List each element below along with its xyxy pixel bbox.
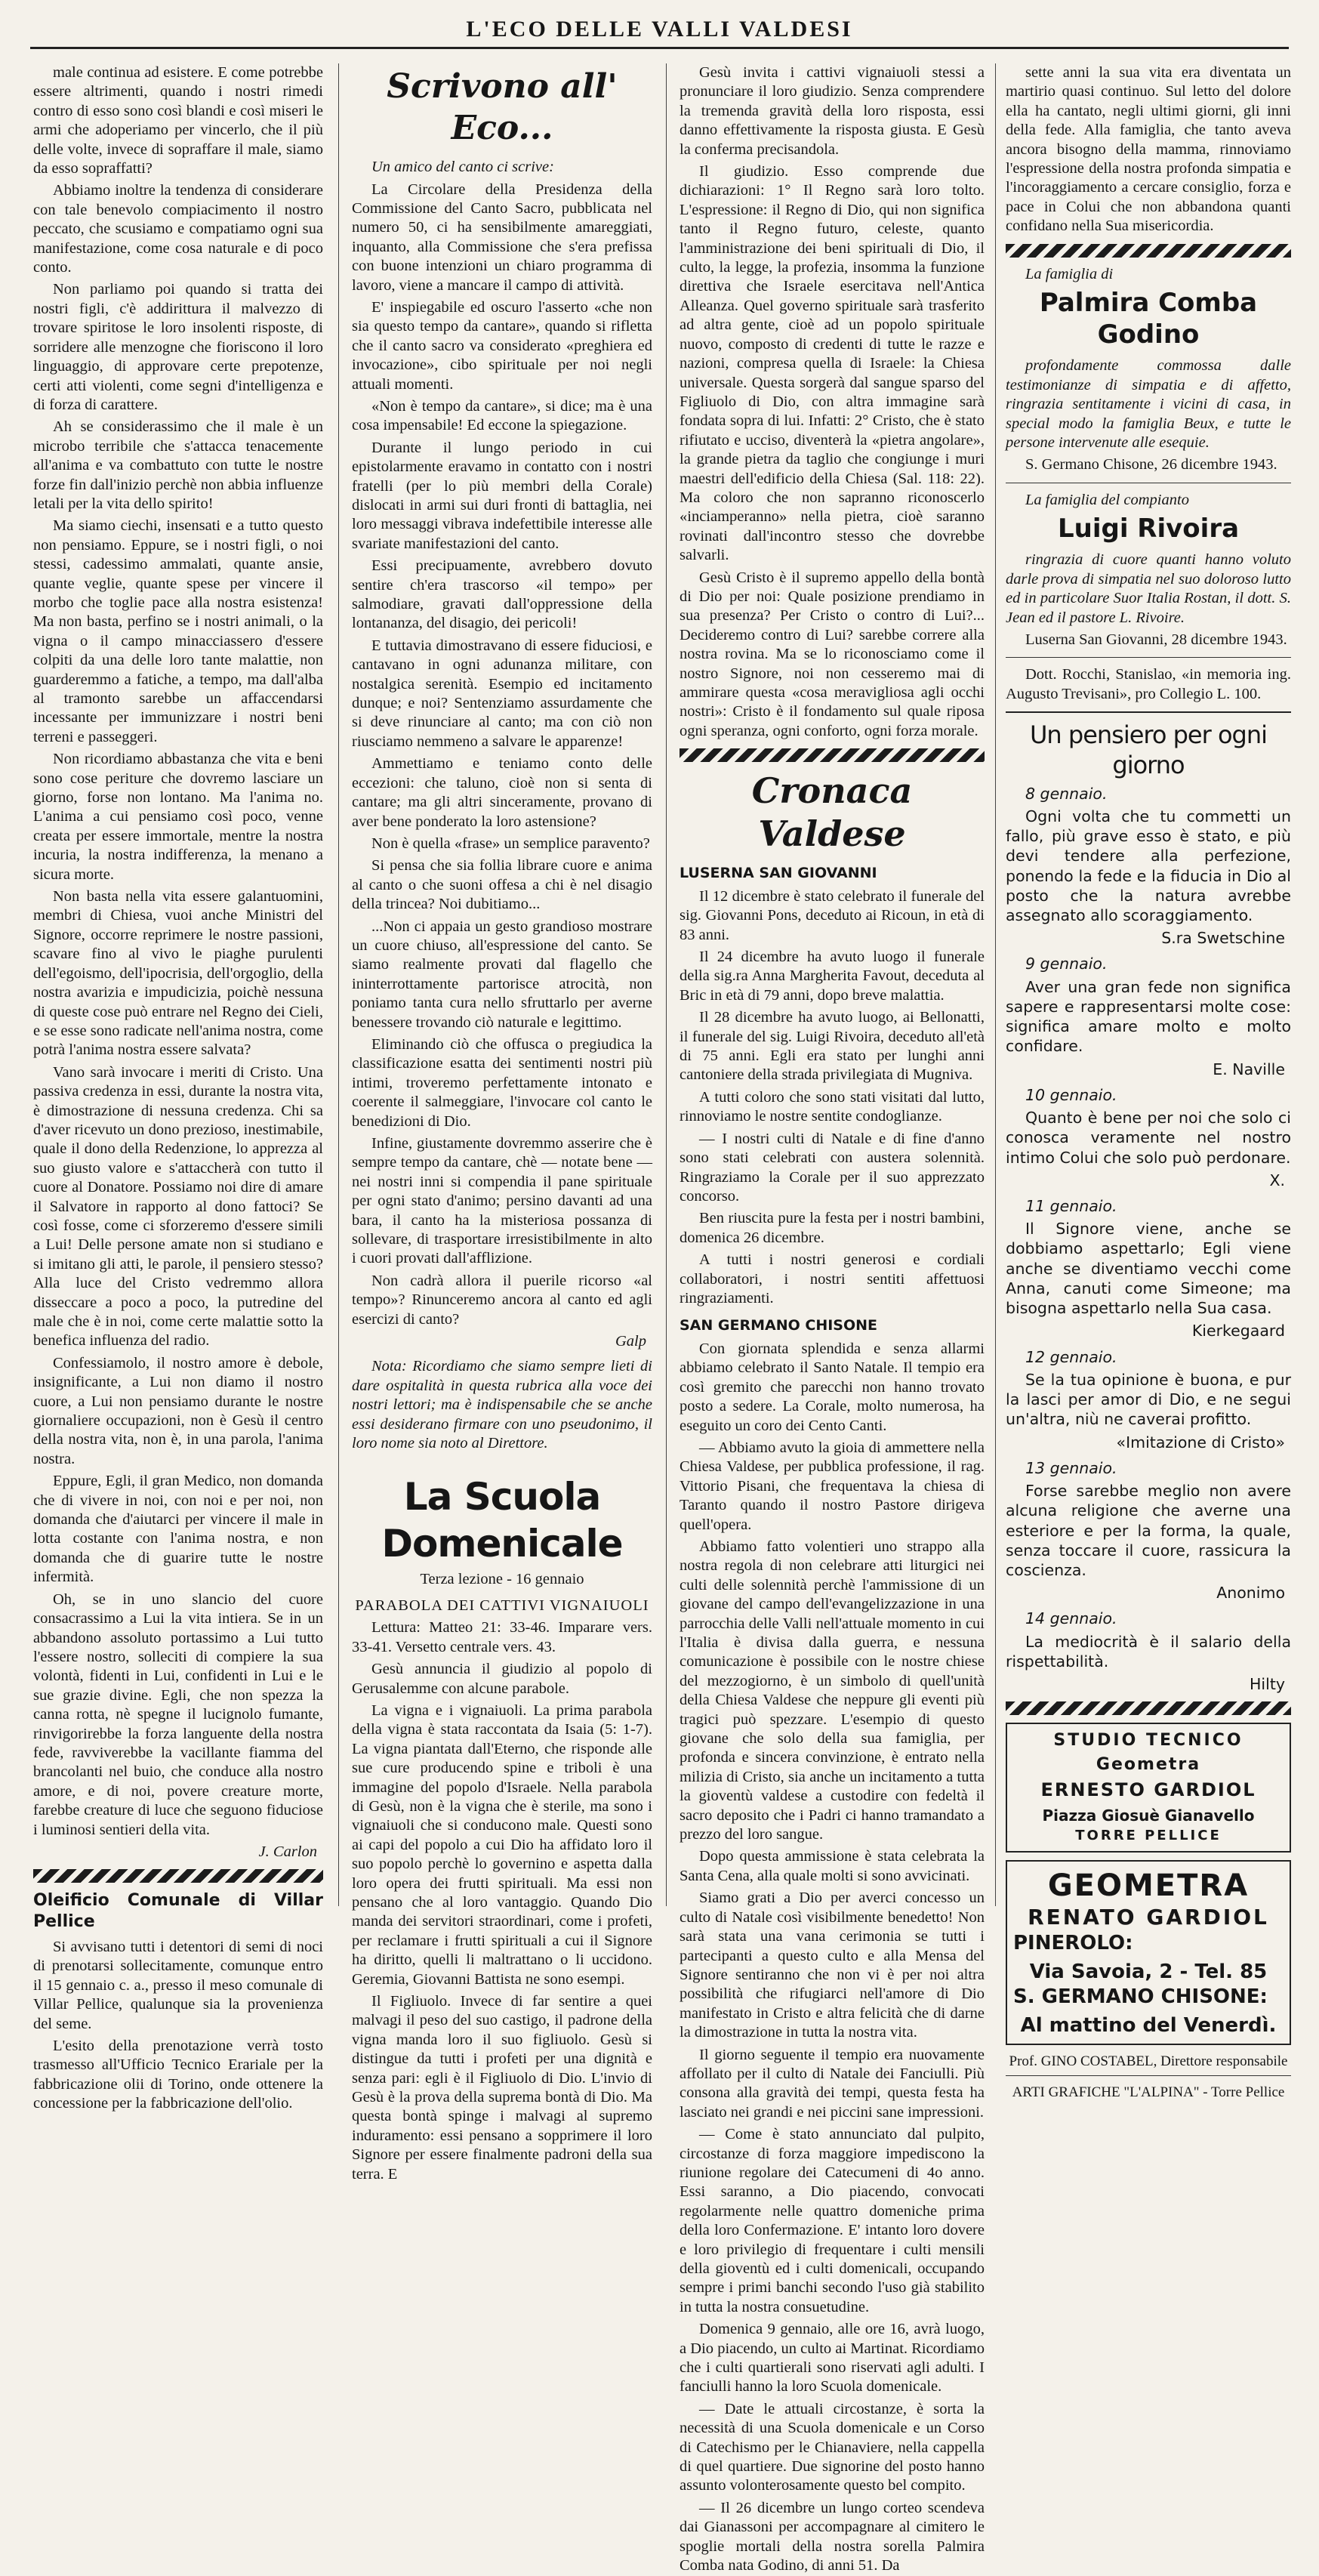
paragraph: La Circolare della Presidenza della Commissione del Canto Sacro, pubblicata nel numero 50, ci ha sensibilmente amareggiati, inquanto, alla Commissione che s'era prefissa con buone intenzioni un chiaro programma di lavoro, viene a mancare il campo di attività. [352,180,652,294]
column-1 [33,63,323,2112]
paragraph: Eppure, Egli, il gran Medico, non domanda che di vivere in noi, con noi e per noi, non domanda che d'aiutarci per vincere il male in lotta costante con l'anima nostra, e non domanda che di guarire tutte le nostre infermità. [33,1473,323,1586]
masthead: L'ECO DELLE VALLI VALDESI [30,17,1289,49]
paragraph: Confessiamolo, il nostro amore è debole, insignificante, a Lui non diamo il nostro cuore, a Lui non pensiamo durante le nostre giornaliere occupazioni, non è Gesù il centro della nostra vita, non è, in una parola, l'anima nostra. [33,1354,323,1467]
thought-text: La mediocrità è il salario della rispettabilità. [1006,1632,1291,1671]
paragraph: Il giorno seguente il tempio era nuovamente affollato per il culto di Natale dei Fanciulli. Più consona alla gravità dei tempi, questa festa ha lasciato nei grandi e nei piccini sane impressioni. [680,2046,985,2121]
paragraph: Vano sarà invocare i meriti di Cristo. Una passiva credenza in essi, durante la nostra vita, è dimostrazione di nessuna credenza. Chi sa d'aver ricevuto un dono prezioso, inestimabile, quale il dono della Redenzione, lo apprezza al suo giusto valore e s'attaccherà con tutto il cuore al Donatore. Possiamo noi dire di amare il Salvatore in rapporto al dono fattoci? Se così fosse, come ci sforzeremo d'essere simili a Lui! Delle persone amate non si studiano e si imitano gli atti, le parole, il pensiero stesso? Alla luce del Cristo vedremmo allora disseccare a poco a poco, la putredine del male che è in noi, come certe malattie sotto la benefica influenza del radio. [33,1063,323,1350]
family-text: ringrazia di cuore quanti hanno voluto darle prova di simpatia nel suo doloroso lutto ed in particolare Suor Italia Rostan, il dott. S. Jean ed il pastore L. Rivoire. [1006,551,1291,626]
paragraph: «Non è tempo da cantare», si dice; ma è una cosa impensabile! Ed eccone la spiegazione. [352,397,652,434]
printer-line: ARTI GRAFICHE "L'ALPINA" - Torre Pellice [1012,2084,1285,2100]
paragraph: Non ricordiamo abbastanza che vita e beni sono cose periture che dovremo lasciare un giorno, forse non lontano. Ma l'anima no. L'anima a cui pensiamo così poco, venne creata per essere immortale, mentre la nostra incuria, la nostra indifferenza, la menano a sicura morte. [33,751,323,883]
signature: Galp [615,1333,646,1350]
paragraph: Il 28 dicembre ha avuto luogo, ai Bellonatti, il funerale del sig. Luigi Rivoira, deceduto all'età di 75 anni. Egli era stato per lunghi anni cantoniere della strada privilegiata di Mugniva. [680,1009,985,1084]
decorative-rule [33,1869,323,1883]
paragraph: Durante il lungo periodo in cui epistolarmente eravamo in contatto con i nostri fratelli (per lo più membri della Corale) dislocati in armi sui duri fronti di battaglia, nei loro messaggi vibrava indefettibile interesse alle svariate manifestazioni del canto. [352,439,652,552]
thought-author: X. [1269,1171,1285,1189]
article-body [680,63,985,741]
ad-line: RENATO GARDIOL [1028,1905,1269,1930]
lesson-subtitle: PARABOLA DEI CATTIVI VIGNAIUOLI [355,1597,649,1614]
thoughts-title: Un pensiero per ogni giorno [1030,720,1267,779]
thought-text: Aver una gran fede non significa sapere e rappresentarsi molte cose: significa amare molto e molto confidare. [1006,977,1291,1056]
divider [1006,711,1291,713]
paragraph: Ah se considerassimo che il male è un microbo terribile che s'attacca tenacemente all'anima e va combattuto con tutte le nostre forze fin dall'inizio perchè non abbia influenze letali per la vita dello spirito! [33,418,323,512]
director-line: Prof. GINO COSTABEL, Direttore responsabile [1009,2053,1288,2070]
paragraph: Abbiamo inoltre la tendenza di considerare con tale benevolo compiacimento il nostro peccato, che scusiamo e compatiamo ogni sua manifestazione, come cosa naturale e di poco conto. [33,182,323,276]
lesson-reading: Lettura: Matteo 21: 33-46. Imparare vers. 33-41. Versetto centrale vers. 43. [352,1619,652,1655]
paragraph: L'esito della prenotazione verrà tosto trasmesso all'Ufficio Tecnico Erariale per la fabbricazione olii di Torino, onde ottenere la concessione per la fabbricazione dell'olio. [33,2037,323,2112]
thought-date: 9 gennaio. [1025,955,1108,973]
paragraph: La vigna e i vignaiuoli. La prima parabola della vigna è stata raccontata da Isaia (5: 1-7). La vigna piantata dall'Eterno, che risponde alle sue cure producendo spine e triboli è una immagine del popolo d'Israele. Nella parabola di Gesù, non è la vigna che è sterile, ma sono i vignaiuoli che si conducono male. Questi sono ai capi del popolo a cui Dio ha affidato loro il suo popolo perchè lo governino e aspetta dalla loro opera dei frutti spirituali. Ma essi non pensano che al loro vantaggio. Quando Dio manda dei servitori straordinari, come i profeti, per reclamare i frutti spirituali a cui il Signore ha diritto, quelli li maltrattano o li uccidono. Geremia, Giovanni Battista ne sono esempi. [352,1701,652,1988]
paragraph: — I nostri culti di Natale e di fine d'anno sono stati celebrati con austera solennità. Ringraziamo la Corale per il suo apprezzato concorso. [680,1130,985,1205]
notice-title: Oleificio Comunale di Villar Pellice [33,1891,323,1931]
thought-date: 10 gennaio. [1025,1085,1117,1104]
thought-date: 12 gennaio. [1025,1347,1117,1366]
paragraph: Non parliamo poi quando si tratta dei nostri figli, c'è addirittura il malvezzo di trovare spiritose le loro insolenti risposte, di sorridere alle menzogne che fioriscono il loro linguaggio, di approvare certe prepotenze, certi atti violenti, come segni d'intelligenza e di forza di carattere. [33,281,323,413]
paragraph: Non basta nella vita essere galantuomini, membri di Chiesa, vuoi anche Ministri del Signore, occorre reprimere le nostre passioni, scavare fino al vivo le piaghe purulenti dell'egoismo, dell'ipocrisia, dell'orgoglio, della nostra avarizia e impudicizia, poichè nessuna di queste cose può entrare nel Regno dei Cieli, e se esse sono radicate nell'anima nostra, come potrà l'anima nostra essere salvata? [33,888,323,1059]
paragraph: A tutti coloro che sono stati visitati dal lutto, rinnoviamo le nostre sentite condoglianze. [680,1088,985,1125]
section-title: Scrivono all' Eco... [387,67,618,147]
family-text: profondamente commossa dalle testimonianze di simpatia e di affetto, ringrazia sentitamente i vicini di casa, in special modo la famiglia Beux, e tutte le persone intervenute alle esequie. [1006,357,1291,451]
column-2 [352,63,652,2183]
paragraph: Ben riuscita pure la festa per i nostri bambini, domenica 26 dicembre. [680,1210,985,1246]
paragraph: Non cadrà allora il puerile ricorso «al tempo»? Rinunceremo ancora al canto ed agli esercizi di canto? [352,1272,652,1328]
paragraph: Non è quella «frase» un semplice paravento? [371,835,650,852]
paragraph: Siamo grati a Dio per averci concesso un culto di Natale così visibilmente benedetto! Non sarà stata una vana cerimonia se tutti i partecipanti a questo culto e alla Mensa del Signore sentiranno che non vi è per noi altra possibilità che rifugiarci nell'amore di Dio manifestato in Cristo e altra felicità che di darne la dimostrazione in tutta la nostra vita. [680,1890,985,2041]
ad-line: STUDIO TECNICO [1053,1731,1243,1751]
paragraph: — Abbiamo avuto la gioia di ammettere nella Chiesa Valdese, per pubblica professione, il rag. Vittorio Pisani, che frequentava la chiesa di Taranto quando il nostro Pastore dirigeva quell'opera. [680,1439,985,1533]
paragraph: Domenica 9 gennaio, alle ore 16, avrà luogo, a Dio piacendo, un culto ai Martinat. Ricordiamo che i culti quartierali sono riservati agli adulti. I fanciulli hanno la loro Scuola domenicale. [680,2321,985,2396]
signature: J. Carlon [258,1843,317,1860]
byline: Un amico del canto ci scrive: [371,159,554,176]
paragraph: E tuttavia dimostravano di essere fiduciosi, e cantavano in ogni adunanza militare, con nostalgica serenità. Esempio ed incitamento dunque; e noi? Sentenziamo assurdamente che si deve rinunciare al canto; ma con ciò non riusciamo nemmeno a salvare le apparenze! [352,637,652,750]
divider [1006,657,1291,658]
paragraph: A tutti i nostri generosi e cordiali collaboratori, i nostri sentiti affettuosi ringraziamenti. [680,1251,985,1307]
ad-line: Geometra [1096,1754,1201,1774]
thought-text: Quanto è bene per noi che solo ci conosca veramente nel nostro intimo Colui che solo può perdonare. [1006,1109,1291,1167]
decorative-rule [1006,244,1291,258]
paragraph: Gesù annuncia il giudizio al popolo di Gerusalemme con alcune parabole. [352,1661,652,1697]
paragraph: Eliminando ciò che offusca o pregiudica la classificazione esatta dei sentimenti nostri più intimi, troveremo perfettamente intonato e coerente il salmeggiare, l'invocare col canto le benedizioni di Dio. [352,1035,652,1130]
thought-text: Ogni volta che tu commetti un fallo, più grave esso è stato, e più devi tendere alla perfezione, ponendo la fede e la fiducia in Dio al posto che la natura avrebbe assegnato allo scoraggiamento. [1006,807,1291,924]
ad-line: PINEROLO: [1013,1932,1133,1955]
thought-author: Hilty [1250,1675,1285,1694]
thoughts-list [1006,784,1291,1695]
paragraph: male continua ad esistere. E come potrebbe essere altrimenti, quando i nostri rimedi contro di esso sono così blandi e così miseri le armi che adoperiamo per vincerlo, che il più delle volte, invece di sopraffare il male, siamo da esso sopraffatti? [33,64,323,177]
ad-line: S. GERMANO CHISONE: [1013,1985,1268,2008]
divider [1006,2075,1291,2076]
paragraph: Abbiamo fatto volentieri uno strappo alla nostra regola di non celebrare atti liturgici nei culti delle solennità perchè l'ammissione di un giovane del campo dell'evangelizzazione in una parrocchia delle Valli nell'attuale momento in cui l'Italia è divisa dalla guerra, e nessuna comunicazione è possibile con le nostre chiese del mezzogiorno, è un simbolo di quell'unità della Chiesa Valdese che neppure gli eventi più tragici può spezzare. L'esempio di questo giovane che solo della sua famiglia, per profonda e sincera convinzione, è entrato nella milizia di Cristo, sia anche un incitamento a tutta la gioventù valdese a custodire con fedeltà il sacro deposito che i Padri ci hanno tramandato a prezzo del loro sangue. [680,1538,985,1843]
thought-author: «Imitazione di Cristo» [1116,1433,1285,1452]
article-body: sette anni la sua vita era diventata un martirio quasi continuo. Sul letto del dolore ella ha cantato, negli ultimi giorni, gli inni della fede. Alla famiglia, che tanto aveva ancora bisogno della mamma, rinnoviamo l'espressione della nostra profonda simpatia e l'incoraggiamento a cercare consiglio, forza e pace in Colui che non abbandona quanti confidano nella Sua misericordia. [1006,64,1291,235]
paragraph: Oh, se in uno slancio del cuore consacrassimo a Lui la vita intiera. Se in un abbandono assoluto portassimo a Lui tutto l'essere nostro, solleciti di compiere la sua volontà, fidenti in Lui, confidenti in Lui e le sue grazie divine. Egli, che non spezza la canna rotta, nè spegne il lucignolo fumante, rinvigorirebbe la forza languente della nostra fede, ravviverebbe la vacillante fiamma del brancolanti nel buio, che conduce alla nostro amore, e di noi, povere creature morte, farebbe creature di luce che seguono fiduciose i luminosi sentieri della vita. [33,1590,323,1838]
family-place: S. Germano Chisone, 26 dicembre 1943. [1025,456,1277,474]
column-4 [1006,63,1291,2100]
family-name: Luigi Rivoira [1057,514,1240,545]
paragraph: — Come è stato annunciato dal pulpito, circostanze di forza maggiore impediscono la riunione regolare dei Catecumeni di 4o anno. Essi saranno, a Dio piacendo, convocati regolarmente nelle quattro domeniche prima della loro Confermazione. E' intanto loro dovere e loro privilegio di frequentare i culti mensili della gioventù ed i culti domenicali, occupando sempre i primi banchi secondo l'uso già stabilito in tutta la nostra consuetudine. [680,2126,985,2315]
article-body [33,63,323,1840]
paragraph: Infine, giustamente dovremmo asserire che è sempre tempo da cantare, chè — notate bene — nei nostri inni si compendia il pane spirituale per ogni stato d'animo; persino davanti ad una bara, il canto ha la misteriosa possanza di sollevare, di trasportare irresistibilmente in alto i cuori provati dall'afflizione. [352,1135,652,1267]
paragraph: — Il 26 dicembre un lungo corteo scendeva dai Gianassoni per accompagnare al cimitero le spoglie mortali della nostra sorella Palmira Comba nata Godino, di anni 51. Da [680,2499,985,2574]
thought-date: 8 gennaio. [1025,784,1108,803]
paragraph: Ma siamo ciechi, insensati e a tutto questo non pensiamo. Eppure, se i nostri figli, o noi stessi, cadessimo ammalati, quante ansie, quante veglie, quante spese per vincere il morbo che toglie pace alla nostra esistenza! Ma non basta, perfino se i nostri animali, o la vigna o il campo minacciassero d'essere colpiti da una delle loro tante malattie, non guarderemmo a fatiche, a tempo, ma dall'alba al tramonto sarebbe un affaccendarsi incessante per immunizzare i nostri beni terreni e passeggeri. [33,517,323,745]
section-heading: LUSERNA SAN GIOVANNI [680,865,877,882]
thought-date: 13 gennaio. [1025,1458,1117,1477]
cronaca-title: Cronaca Valdese [751,770,913,855]
paragraph: Il Figliuolo. Invece di far sentire a quei malvagi il peso del suo castigo, il padrone della vigna manda loro il suo figliuolo. Gesù si distingue da tutti i profeti per una dignità e senza pari: egli è il Figliuolo di Dio. L'invio di Gesù è la prova della suprema bontà di Dio. Ma questa bontà spinge i malvagi al supremo induramento: essi pensano a sopprimere il loro Signore per essere finalmente padroni della sua terra. E [352,1993,652,2183]
thought-author: Anonimo [1216,1584,1285,1603]
family-name: Palmira Comba Godino [1039,288,1258,350]
column-rule [666,63,667,1906]
paragraph: Dopo questa ammissione è stata celebrata la Santa Cena, alla quale molti si sono avvicinati. [680,1848,985,1884]
ad-line: ERNESTO GARDIOL [1040,1779,1256,1800]
column-rule [995,63,996,1906]
thought-author: S.ra Swetschine [1161,929,1285,948]
school-title: La Scuola Domenicale [381,1474,623,1566]
column-rule [338,63,339,1906]
thought-text: Se la tua opinione è buona, e pur la lasci per amor di Dio, e ne segui un'altra, niù ne caverai profitto. [1006,1370,1291,1429]
family-intro: La famiglia del compianto [1025,491,1189,508]
thought-text: Il Signore viene, anche se dobbiamo aspettarlo; Egli viene anche se diventiamo vecchi come Anna, canuti come Simeone; ma bisogna aspettarlo nella Sua casa. [1006,1220,1291,1318]
notice-body [33,1938,323,2114]
paragraph: Si avvisano tutti i detentori di semi di noci di prenotarsi sollecitamente, comunque entro il 15 gennaio c. a., presso il meso comunale di Villar Pellice, qualunque sia la provenienza del seme. [33,1938,323,2032]
ad-line: Al mattino del Venerdì. [1020,2013,1277,2037]
ad-geometra [1006,1860,1291,2045]
paragraph: E' inspiegabile ed oscuro l'asserto «che non sia questo tempo da cantare», quando si rifletta che il canto sacro va considerato «preghiera ed invocazione», cibo spirituale per noi negli attuali momenti. [352,298,652,393]
paragraph: Si pensa che sia follia librare cuore e anima al canto o che suoni offesa a chi è nel disagio della trincea? Noi dubitiamo... [352,857,652,913]
decorative-rule [680,748,985,762]
article-body [352,180,652,1330]
paragraph: Ammettiamo e teniamo conto delle eccezioni: che taluno, cioè non si senta di cantare; ma gli altri sinceramente, provano di aver bene ponderato la loro astensione? [352,755,652,830]
ad-line: TORRE PELLICE [1075,1828,1222,1844]
ad-line: Piazza Giosuè Gianavello [1042,1806,1255,1825]
section-body [680,1340,985,2576]
paragraph: Gesù Cristo è il supremo appello della bontà di Dio per noi: Quale posizione prendiamo in sua presenza? Per Cristo o contro di Lui?... Decideremo contro di Lui? sarebbe correre alla nostra rovina. Ma se lo riconosciamo come il nostro Signore, noi non cesseremo mai di ammirare questa «cosa meravigliosa agli occhi nostri»: Cristo è il fondamento sul quale riposa ogni speranza, ogni conforto, ogni forza morale. [680,569,985,739]
lesson-label: Terza lezione - 16 gennaio [420,1570,584,1587]
lesson-body [352,1660,652,2184]
editor-note: Nota: Ricordiamo che siamo sempre lieti di dare ospitalità in questa rubrica alla voce dei nostri lettori; ma è indispensabile che se anche essi desiderano firmare con uno pseudonimo, il loro nome sia noto al Direttore. [352,1358,652,1452]
family-intro: La famiglia di [1025,265,1114,282]
paragraph: Il 12 dicembre è stato celebrato il funerale del sig. Giovanni Pons, deceduto ai Ricoun, in età di 83 anni. [680,887,985,943]
ad-studio-tecnico [1006,1723,1291,1852]
thought-author: Kierkegaard [1191,1322,1285,1340]
paragraph: Il giudizio. Esso comprende due dichiarazioni: 1° Il Regno sarà loro tolto. L'espressione: il Regno di Dio, qui non significa tanto il Regno futuro, celeste, quanto l'amministrazione dei beni spirituali di Dio, il culto, la legge, la profezia, insomma la funzione direttiva che Israele esercitava nell'Antica Alleanza. Quel governo spirituale sarà trasferito ad altra gente, cioè ad un popolo spirituale nuovo, composto di credenti di tutte le razze e nazioni, compresa quella di Israele: la Chiesa universale. Questa sorgerà dal sangue sparso del Figliuolo di Dio, con altra immagine sarà fondata sopra di lui. Infatti: 2° Cristo, che è stato rifiutato e ucciso, diventerà la «pietra angolare», la grande pietra da taglio che congiunge i muri maestri dell'edificio della Chiesa (Sal. 118: 22). Ma coloro che non sapranno riconoscerlo «inciamperanno» nella pietra, cioè saranno rovinati dall'incontro stesso che dovrebbe salvarli. [680,163,985,564]
thought-text: Forse sarebbe meglio non avere alcuna religione che averne una esteriore e per la forma, la quale, senza toccare il cuore, rassicura la coscienza. [1006,1482,1291,1579]
thought-date: 14 gennaio. [1025,1609,1117,1628]
thought-author: E. Naville [1213,1060,1285,1078]
thought-date: 11 gennaio. [1025,1197,1117,1216]
paragraph: Gesù invita i cattivi vignaiuoli stessi a pronunciare il loro giudizio. Senza comprendere la tremenda gravità della loro risposta, essi danno effettivamente la risposta giusta. E Gesù la conferma precisandola. [680,64,985,158]
paragraph: Essi precipuamente, avrebbero dovuto sentire ch'era trascorso «il tempo» per salmodiare, gravati dall'oppressione della lontananza, del disagio, dei pericoli! [352,557,652,632]
section-body [680,887,985,1309]
decorative-rule [1006,1701,1291,1715]
paragraph: Il 24 dicembre ha avuto luogo il funerale della sig.ra Anna Margherita Favout, deceduta al Bric in età di 79 anni, dopo breve malattia. [680,949,985,1004]
ad-line: GEOMETRA [1047,1868,1250,1903]
ad-line: Via Savoia, 2 - Tel. 85 [1029,1961,1268,1984]
paragraph: ...Non ci appaia un gesto grandioso mostrare un cuore chiuso, all'espressione del canto. Se siamo realmente provati dal flagello che ininterrottamente partorisce atrocità, non poniamo tanta cura nello sfruttarlo per averne benessere trovando ciò naturale e legittimo. [352,918,652,1031]
paragraph: — Date le attuali circostanze, è sorta la necessità di una Scuola domenicale e un Corso di Catechismo per le Chianaviere, nella cappella di quel quartiere. Due signorine del posto hanno assunto volonterosamente questo bel compito. [680,2400,985,2494]
section-heading: SAN GERMANO CHISONE [680,1317,878,1334]
column-3 [680,63,985,2574]
paragraph: Con giornata splendida e senza allarmi abbiamo celebrato il Santo Natale. Il tempio era così gremito che parecchi non hanno trovato posto a sedere. La Corale, molto numerosa, ha eseguito un coro dei Cento Canti. [680,1340,985,1434]
family-place: Luserna San Giovanni, 28 dicembre 1943. [1025,631,1287,648]
donation: Dott. Rocchi, Stanislao, «in memoria ing. Augusto Trevisani», pro Collegio L. 100. [1006,666,1291,702]
